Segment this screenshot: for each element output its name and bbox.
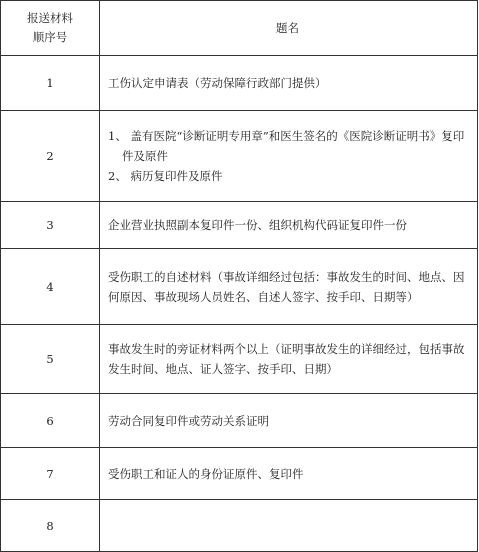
row-text: 劳动合同复印件或劳动关系证明 — [100, 394, 478, 448]
row-number: 5 — [1, 325, 100, 394]
row-text: 企业营业执照副本复印件一份、组织机构代码证复印件一份 — [100, 202, 478, 249]
row-number: 3 — [1, 202, 100, 249]
header-sequence-line2: 顺序号 — [32, 30, 68, 44]
row-text: 受伤职工和证人的身份证原件、复印件 — [100, 448, 478, 500]
row-number: 2 — [1, 111, 100, 202]
table-row — [1, 500, 478, 552]
list-item: 1、 盖有医院“诊断证明专用章”和医生签名的《医院诊断证明书》复印 — [108, 129, 465, 143]
header-sequence-cell — [1, 1, 100, 56]
table-row — [1, 394, 478, 448]
row-number: 6 — [1, 394, 100, 448]
table-row — [1, 325, 478, 394]
table-row — [1, 249, 478, 325]
row-number: 8 — [1, 500, 100, 552]
row-text: 工伤认定申请表（劳动保障行政部门提供） — [100, 56, 478, 111]
table-header-row — [1, 1, 478, 56]
row-number: 1 — [1, 56, 100, 111]
table-row — [1, 448, 478, 500]
row-text: 受伤职工的自述材料（事故详细经过包括：事故发生的时间、地点、因何原因、事故现场人员姓名、自述人签字、按手印、日期等） — [100, 249, 478, 325]
list-item-continuation: 件及原件 — [122, 149, 168, 163]
row-text — [100, 500, 478, 552]
row-text: 事故发生时的旁证材料两个以上（证明事故发生的详细经过，包括事故发生时间、地点、证人签字、按手印、日期） — [100, 325, 478, 394]
header-title-cell: 题名 — [100, 1, 478, 56]
table-row — [1, 202, 478, 249]
row-text-list — [100, 111, 478, 202]
row-number: 4 — [1, 249, 100, 325]
table-row — [1, 111, 478, 202]
row-number: 7 — [1, 448, 100, 500]
header-sequence-line1: 报送材料 — [27, 11, 73, 25]
list-item: 2、 病历复印件及原件 — [108, 169, 223, 183]
table-row — [1, 56, 478, 111]
